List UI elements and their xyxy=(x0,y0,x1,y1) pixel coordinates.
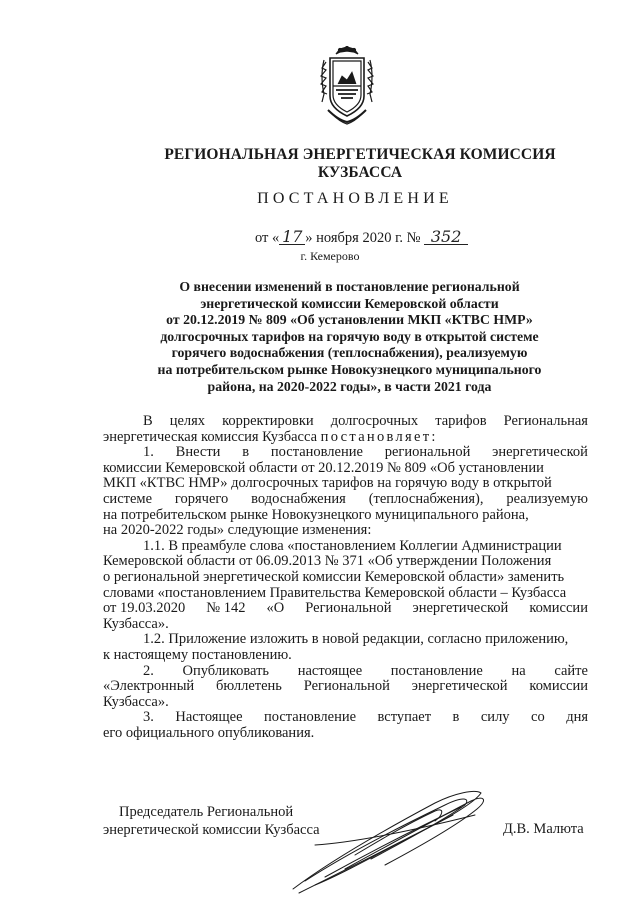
date-prefix: от « xyxy=(255,230,280,246)
item-1-1-line: Кузбасса». xyxy=(103,615,169,632)
subject-line: района, на 2020-2022 годы», в части 2021 года xyxy=(207,378,492,394)
item-1-line: комиссии Кемеровской области от 20.12.2019 № 809 «Об установлении xyxy=(103,459,544,476)
item-1-line: на 2020-2022 годы» следующие изменения: xyxy=(103,522,372,539)
subject-line: долгосрочных тарифов на горячую воду в открытой системе xyxy=(160,328,539,344)
resolves-word: постановляет: xyxy=(320,428,438,445)
item-1-1-line: 1.1. В преамбуле слова «постановлением Коллегии Администрации xyxy=(143,537,562,554)
date-month-year: » ноября 2020 г. № xyxy=(305,230,421,246)
document-number-handwritten: 352 xyxy=(424,230,468,245)
item-1-line: 1. Внести в постановление региональной энергетической xyxy=(143,444,588,461)
item-1-line: МКП «КТВС НМР» долгосрочных тарифов на горячую воду в открытой xyxy=(103,475,552,492)
item-1-1-line: о региональной энергетической комиссии Кемеровской области» заменить xyxy=(103,568,565,585)
item-1-1-line: словами «постановлением Правительства Кемеровской области – Кузбасса xyxy=(103,584,567,601)
document-subject xyxy=(112,279,587,395)
signatory-name: Д.В. Малюта xyxy=(503,821,584,837)
item-3-line: его официального опубликования. xyxy=(103,724,315,741)
item-1-1-line: Кемеровской области от 06.09.2013 № 371 «Об утверждении Положения xyxy=(103,553,552,570)
date-day-handwritten: 17 xyxy=(279,230,305,245)
item-1-line: системе горячего водоснабжения (теплоснабжения), реализуемую xyxy=(103,490,588,507)
signatory-title-line2: энергетической комиссии Кузбасса xyxy=(103,822,320,838)
date-line xyxy=(255,227,468,247)
handwritten-signature xyxy=(285,785,495,897)
body-line: В целях корректировки долгосрочных тарифов Региональная xyxy=(143,413,588,429)
item-1-2-line: 1.2. Приложение изложить в новой редакции, согласно приложению, xyxy=(143,631,569,648)
body-line: энергетическая комиссия Кузбасса постановляет: xyxy=(103,428,438,445)
subject-line: горячего водоснабжения (теплоснабжения), реализуемую xyxy=(171,345,528,361)
document-type-title: ПОСТАНОВЛЕНИЕ xyxy=(257,190,453,207)
subject-line: О внесении изменений в постановление региональной xyxy=(179,279,520,294)
item-3-line: 3. Настоящее постановление вступает в силу со дня xyxy=(143,709,588,726)
organization-name-line1: РЕГИОНАЛЬНАЯ ЭНЕРГЕТИЧЕСКАЯ КОМИССИЯ xyxy=(164,146,556,163)
item-2-line: Кузбасса». xyxy=(103,693,169,710)
subject-line: от 20.12.2019 № 809 «Об установлении МКП «КТВС НМР» xyxy=(166,312,533,328)
kuzbass-coat-of-arms-icon xyxy=(316,46,378,126)
signatory-title-line1: Председатель Региональной xyxy=(119,804,294,820)
organization-name-line2: КУЗБАССА xyxy=(317,164,403,181)
subject-line: на потребительском рынке Новокузнецкого муниципального xyxy=(157,361,542,377)
document-body xyxy=(103,414,588,741)
item-2-line: 2. Опубликовать настоящее постановление на сайте xyxy=(143,662,588,679)
item-1-line: на потребительском рынке Новокузнецкого муниципального района, xyxy=(103,506,529,523)
item-1-1-line: от 19.03.2020 № 142 «О Региональной энергетической комиссии xyxy=(103,600,588,617)
subject-line: энергетической комиссии Кемеровской области xyxy=(200,295,499,311)
item-2-line: «Электронный бюллетень Региональной энергетической комиссии xyxy=(103,678,588,695)
place-of-issue: г. Кемерово xyxy=(300,249,360,263)
item-1-2-line: к настоящему постановлению. xyxy=(103,646,292,663)
